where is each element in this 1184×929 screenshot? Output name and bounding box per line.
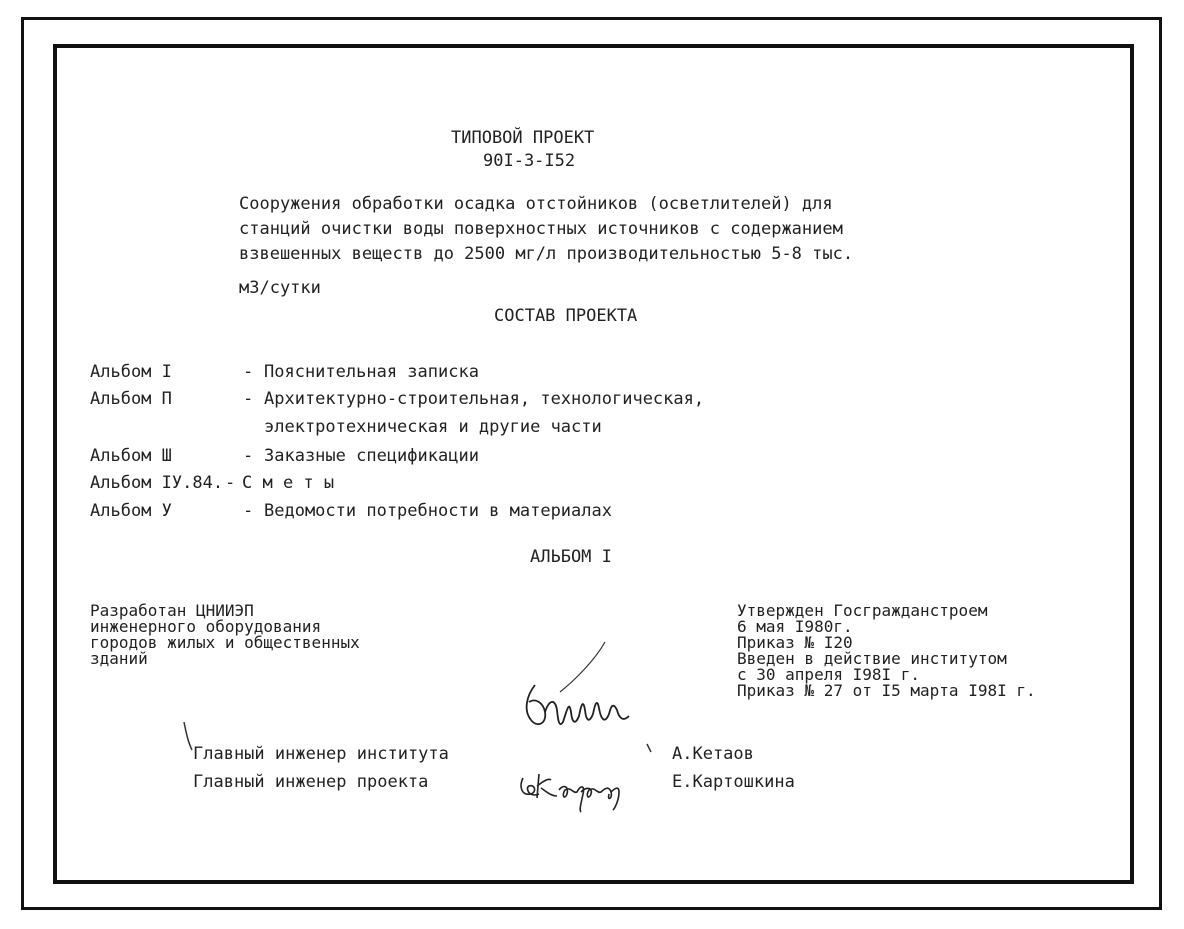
album-dash: - — [225, 473, 236, 493]
description-line: взвешенных веществ до 2500 мг/л производительностью 5-8 тыс. — [239, 244, 854, 264]
signatory-name: А.Кетаов — [672, 744, 754, 764]
approval-line: 6 мая I980г. — [737, 617, 853, 636]
description-line: станций очистки воды поверхностных источников с содержанием — [239, 219, 843, 239]
album-description: С м е т ы — [242, 473, 335, 493]
project-engineer-signature — [515, 764, 665, 814]
signatory-name: Е.Картошкина — [672, 772, 795, 792]
developer-block — [90, 603, 360, 667]
album-name: Альбом У — [90, 501, 172, 521]
album-name: Альбом П — [90, 389, 172, 409]
description-line: Сооружения обработки осадка отстойников (осветлителей) для — [239, 194, 833, 214]
approval-line: Введен в действие институтом — [737, 649, 1007, 668]
project-number: 90I-3-I52 — [483, 151, 576, 171]
signatory-role: Главный инженер института — [193, 744, 449, 764]
developer-line: зданий — [90, 649, 148, 668]
album-label: АЛЬБОМ I — [530, 547, 612, 567]
approval-line: Приказ № 27 от I5 марта I98I г. — [737, 681, 1036, 700]
signatory-role: Главный инженер проекта — [193, 772, 429, 792]
developer-line: городов жилых и общественных — [90, 633, 360, 652]
pen-tick-mark — [180, 720, 210, 760]
album-description: Ведомости потребности в материалах — [264, 501, 612, 521]
approval-line: Приказ № I20 — [737, 633, 853, 652]
album-name: Альбом I — [90, 362, 172, 382]
album-dash: - — [243, 362, 254, 382]
approval-line: Утвержден Госгражданстроем — [737, 601, 988, 620]
composition-heading: СОСТАВ ПРОЕКТА — [494, 306, 638, 326]
chief-engineer-signature — [505, 640, 655, 765]
album-name: Альбом IУ.84. — [90, 473, 224, 493]
album-name: Альбом Ш — [90, 446, 172, 466]
approval-block — [737, 603, 1036, 699]
album-description-cont: электротехническая и другие части — [264, 417, 602, 437]
developer-line: Разработан ЦНИИЭП — [90, 601, 254, 620]
project-type-title: ТИПОВОЙ ПРОЕКТ — [451, 128, 595, 148]
album-dash: - — [243, 501, 254, 521]
album-description: Архитектурно-строительная, технологическая, — [264, 389, 705, 409]
album-dash: - — [243, 446, 254, 466]
description-line: м3/сутки — [239, 278, 321, 298]
developer-line: инженерного оборудования — [90, 617, 322, 636]
album-description: Пояснительная записка — [264, 362, 479, 382]
album-description: Заказные спецификации — [264, 446, 479, 466]
approval-line: с 30 апреля I98I г. — [737, 665, 921, 684]
album-dash: - — [243, 389, 254, 409]
